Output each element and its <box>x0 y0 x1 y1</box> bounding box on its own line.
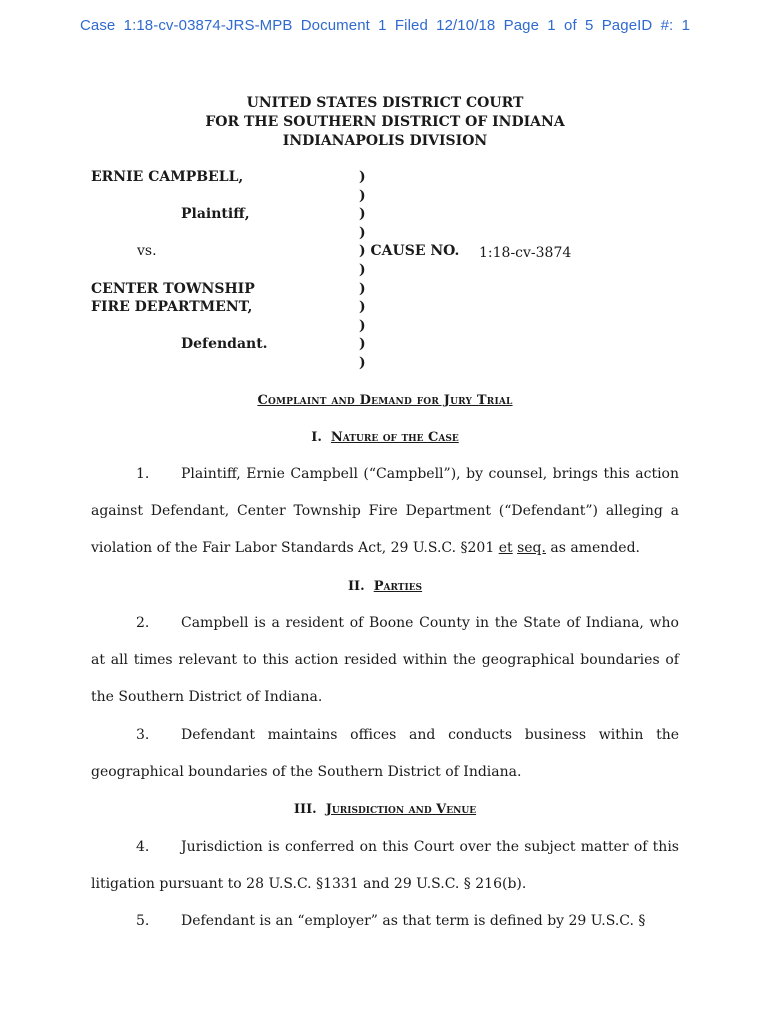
caption-parentheses <box>359 168 459 373</box>
document-title: Complaint and Demand for Jury Trial <box>257 393 513 408</box>
section-number: II. <box>347 579 365 594</box>
paragraph-text: Defendant maintains offices and conducts business within the geographical boundaries of the Southern District of Indiana. <box>91 727 679 781</box>
cause-number: 1:18-cv-3874 <box>479 245 572 261</box>
section-title: Jurisdiction and Venue <box>325 802 477 817</box>
plaintiff-name: ERNIE CAMPBELL, <box>91 169 244 185</box>
paragraph-3 <box>91 717 679 791</box>
caption-paren: ) <box>359 206 366 223</box>
defendant-name-line-2: FIRE DEPARTMENT, <box>91 299 253 316</box>
section-title: Parties <box>373 579 423 594</box>
section-heading-nature <box>0 430 770 445</box>
section-heading-parties <box>0 579 770 594</box>
caption-paren: ) <box>359 261 366 278</box>
paragraph-number: 2. <box>136 615 150 631</box>
plaintiff-role: Plaintiff, <box>181 206 250 223</box>
section-number: III. <box>293 802 317 817</box>
paragraph-text: Campbell is a resident of Boone County in the State of Indiana, who at all times relevant to this action resided within the geographical boundaries of the Southern District of Indiana. <box>91 615 679 706</box>
caption-paren: ) <box>359 317 366 334</box>
court-heading <box>0 94 770 151</box>
section-title: Nature of the Case <box>330 430 459 445</box>
caption-paren: ) <box>359 224 366 241</box>
paragraph-text: Defendant is an “employer” as that term is defined by 29 U.S.C. § <box>181 913 646 929</box>
filing-stamp-header: Case 1:18-cv-03874-JRS-MPB Document 1 Filed 12/10/18 Page 1 of 5 PageID #: 1 <box>79 17 691 34</box>
paragraph-number: 5. <box>136 913 150 929</box>
court-line-2: FOR THE SOUTHERN DISTRICT OF INDIANA <box>205 114 565 130</box>
court-line-1: UNITED STATES DISTRICT COURT <box>246 95 524 111</box>
cause-number-label: ) CAUSE NO. <box>359 243 460 260</box>
caption-paren: ) <box>359 354 366 371</box>
caption-paren: ) <box>359 187 366 204</box>
caption-paren: ) <box>359 336 366 353</box>
case-caption-parties <box>91 168 351 354</box>
caption-paren: ) <box>359 280 366 297</box>
paragraph-5 <box>91 903 679 940</box>
versus-label: vs. <box>137 243 157 260</box>
defendant-name-line-1: CENTER TOWNSHIP <box>91 280 255 297</box>
section-number: I. <box>311 430 322 445</box>
et-italic: et <box>498 540 513 557</box>
paragraph-text: Plaintiff, Ernie Campbell (“Campbell”), by counsel, brings this action against Defendant, Center Township Fire Department (“Defendant”) alleging a violation of the Fair Labor Standards Act, 29 U.S.C. §201 <box>91 466 679 557</box>
paragraph-1 <box>91 456 679 568</box>
paragraph-4 <box>91 829 679 903</box>
section-heading-jurisdiction <box>0 802 770 817</box>
paragraph-number: 4. <box>136 839 150 855</box>
caption-paren: ) <box>359 169 366 185</box>
seq-italic: seq. <box>517 540 546 557</box>
paragraph-number: 3. <box>136 727 150 743</box>
defendant-role: Defendant. <box>181 336 268 353</box>
paragraph-text-tail: as amended. <box>545 540 640 557</box>
paragraph-text: Jurisdiction is conferred on this Court over the subject matter of this litigation pursuant to 28 U.S.C. §1331 and 29 U.S.C. § 216(b). <box>91 839 679 893</box>
court-line-3: INDIANAPOLIS DIVISION <box>282 133 488 149</box>
caption-paren: ) <box>359 299 366 316</box>
paragraph-number: 1. <box>136 466 150 482</box>
paragraph-2 <box>91 605 679 717</box>
